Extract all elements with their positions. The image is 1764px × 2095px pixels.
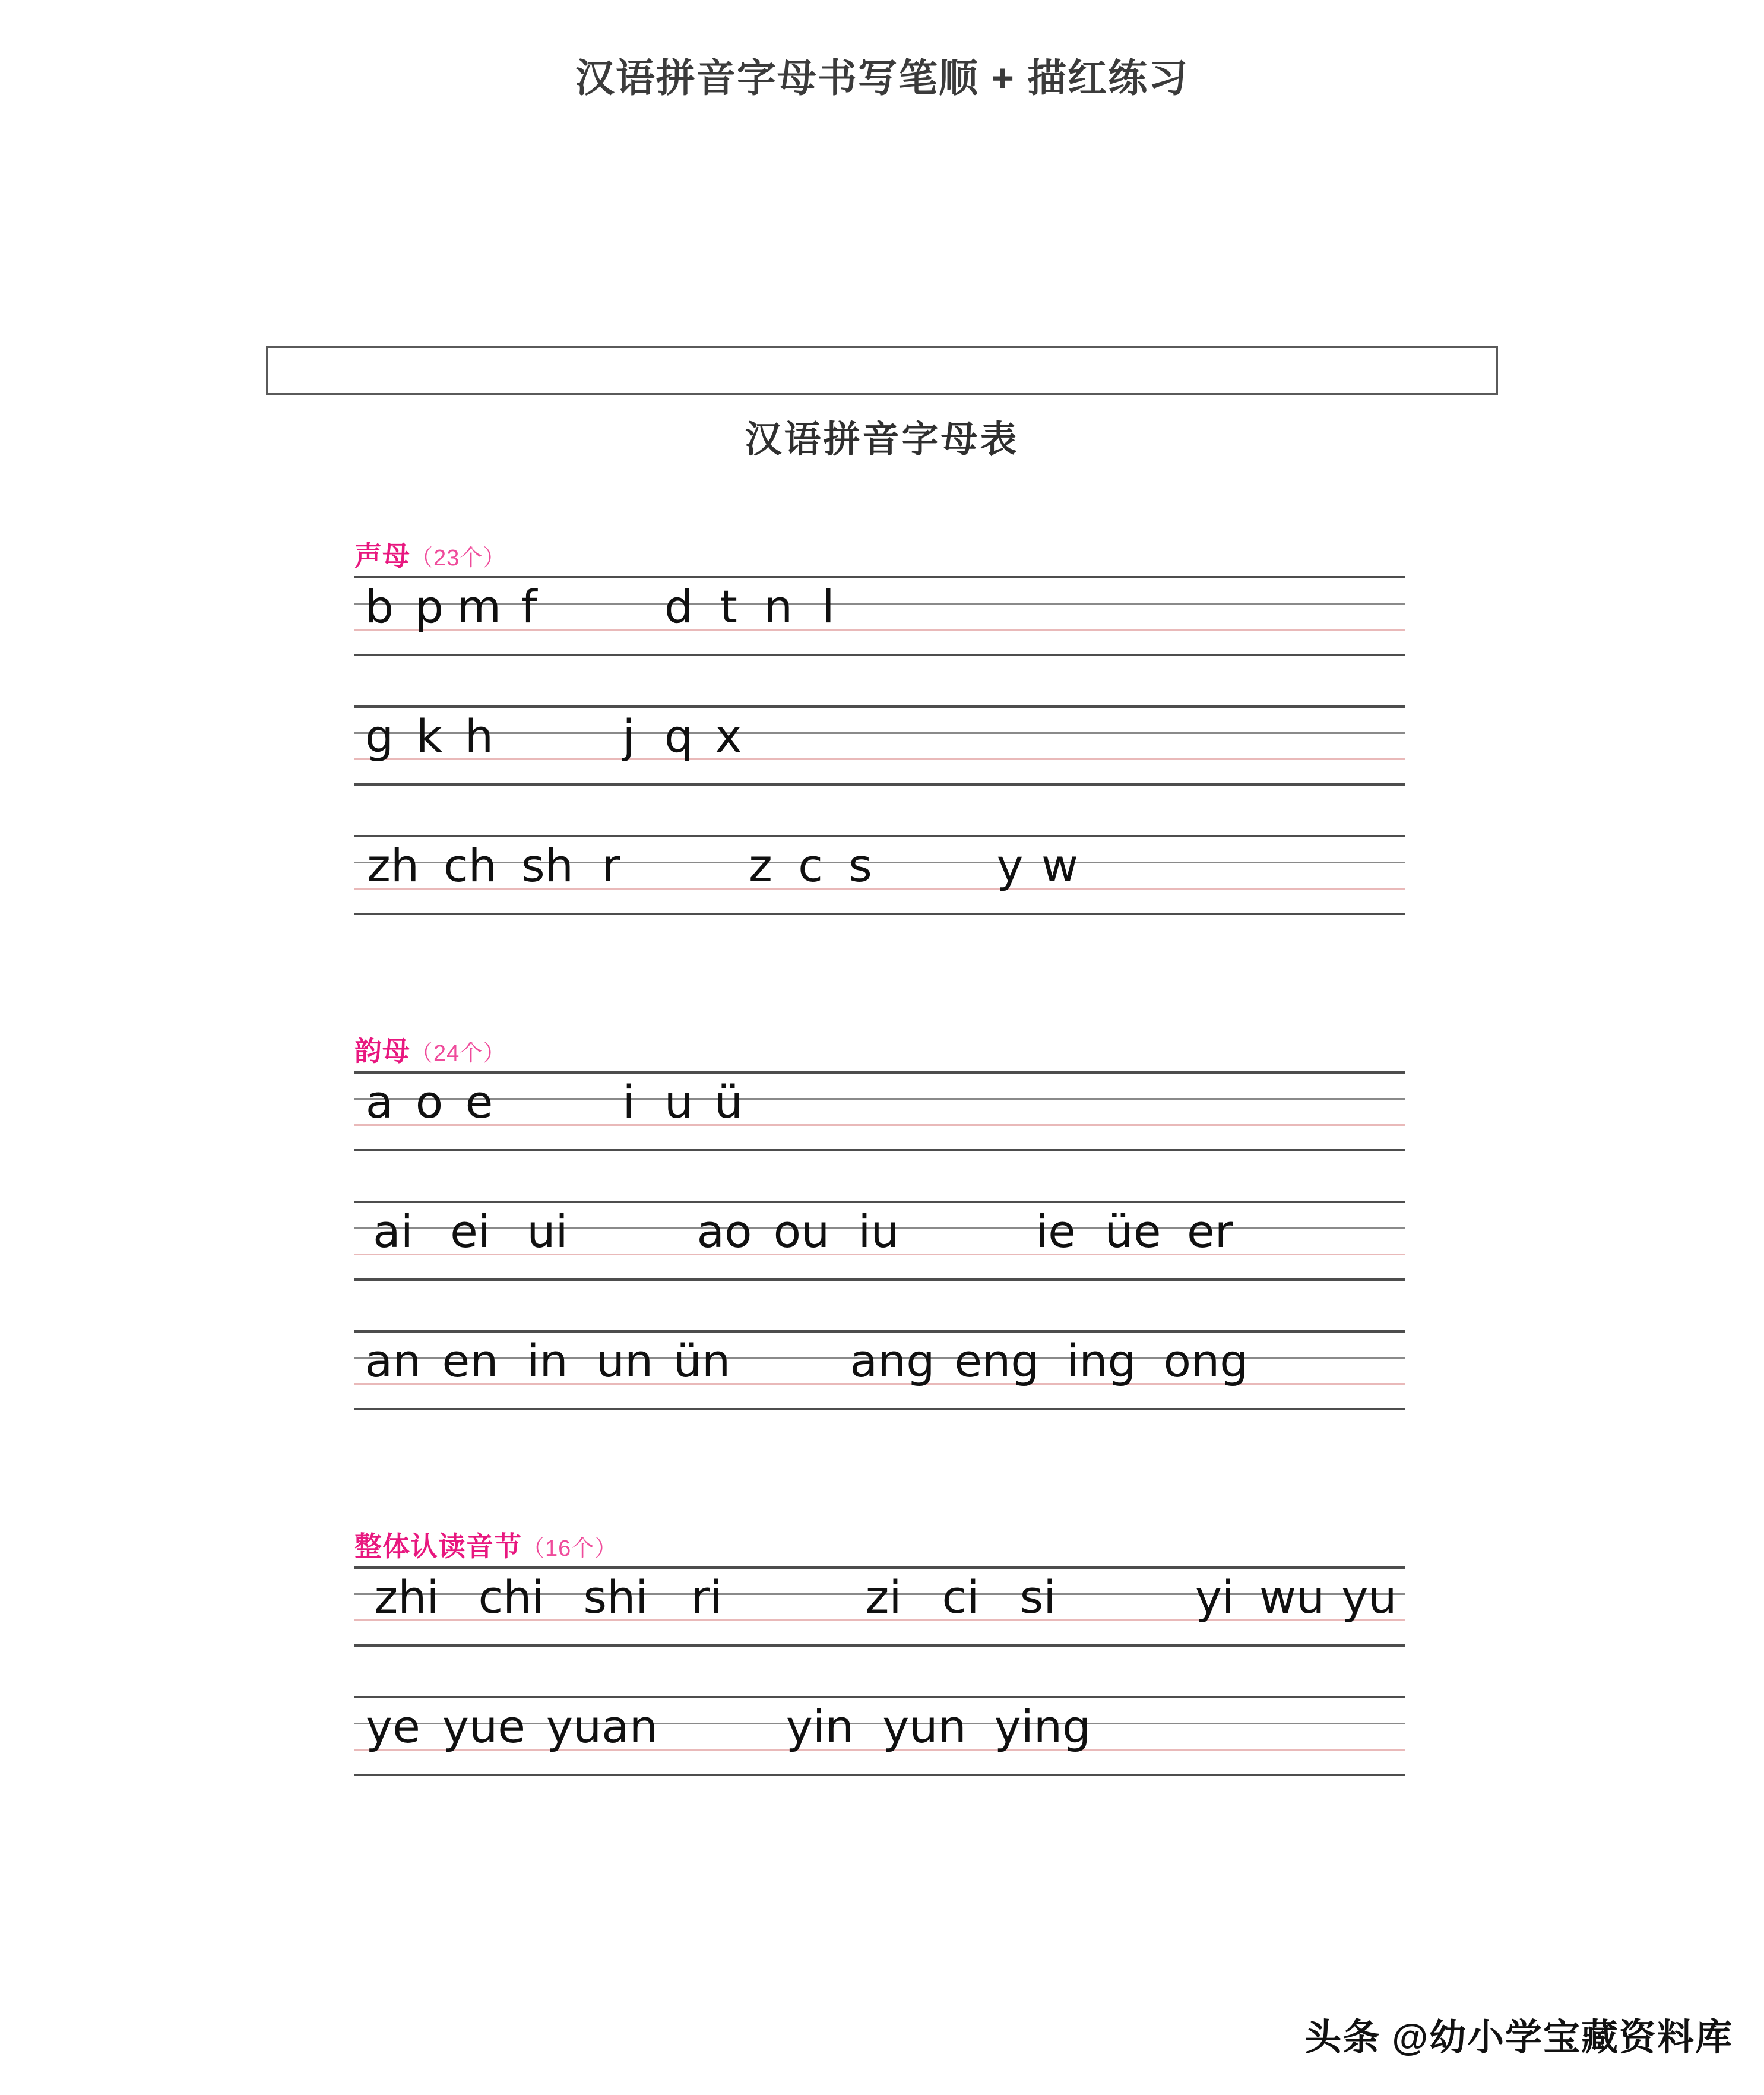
glyph-group	[354, 839, 636, 892]
pinyin-glyph[interactable]: ong	[1163, 1334, 1249, 1387]
pinyin-glyph[interactable]: ye	[366, 1700, 420, 1753]
pinyin-glyph[interactable]: ün	[673, 1334, 731, 1387]
worksheet-title: 汉语拼音字母表	[745, 419, 1019, 460]
staff-line-top	[354, 835, 1405, 837]
staff-line-bottom	[354, 1278, 1405, 1281]
pinyin-glyph[interactable]: f	[521, 580, 537, 633]
pinyin-glyph[interactable]: e	[465, 1075, 493, 1128]
pinyin-glyph[interactable]: ao	[696, 1205, 752, 1258]
pinyin-glyph[interactable]: ü	[714, 1075, 743, 1128]
pinyin-glyph[interactable]: yu	[1341, 1571, 1397, 1624]
pinyin-glyph[interactable]: en	[442, 1334, 499, 1387]
section-1	[354, 534, 1405, 913]
section-name: 声母	[354, 540, 410, 571]
pinyin-chart	[354, 534, 1405, 1774]
pinyin-glyph[interactable]: yin	[786, 1700, 854, 1753]
pinyin-glyph[interactable]: l	[822, 580, 835, 633]
pinyin-glyph[interactable]: sh	[521, 839, 574, 892]
glyph-group	[985, 839, 1085, 892]
staff-line-bottom	[354, 1644, 1405, 1647]
pinyin-glyph[interactable]: ei	[450, 1205, 490, 1258]
glyph-row	[354, 710, 753, 778]
glyph-group	[604, 1075, 753, 1128]
glyph-row	[354, 580, 853, 648]
pinyin-glyph[interactable]: t	[720, 580, 737, 633]
pinyin-glyph[interactable]: j	[622, 710, 635, 762]
staff-line-top	[354, 1566, 1405, 1569]
pinyin-glyph[interactable]: w	[1041, 839, 1079, 892]
staff-row	[354, 705, 1405, 784]
glyph-group	[354, 1205, 586, 1258]
glyph-group	[354, 1700, 668, 1753]
staff-line-top	[354, 705, 1405, 708]
glyph-group	[736, 839, 885, 892]
staff-row	[354, 1330, 1405, 1409]
staff-row	[354, 1071, 1405, 1150]
section-count: （24个）	[410, 1041, 506, 1066]
pinyin-glyph[interactable]: z	[749, 839, 772, 892]
pinyin-glyph[interactable]: p	[414, 580, 444, 633]
pinyin-glyph[interactable]: ying	[994, 1700, 1091, 1753]
pinyin-glyph[interactable]: ie	[1035, 1205, 1076, 1258]
glyph-group	[1017, 1205, 1249, 1258]
pinyin-glyph[interactable]: x	[715, 710, 742, 762]
glyph-group	[686, 1205, 917, 1258]
pinyin-glyph[interactable]: i	[622, 1075, 635, 1128]
pinyin-glyph[interactable]: zhi	[374, 1571, 439, 1624]
pinyin-glyph[interactable]: h	[464, 710, 494, 762]
section-name: 韵母	[354, 1036, 410, 1067]
pinyin-glyph[interactable]: si	[1019, 1571, 1056, 1624]
pinyin-glyph[interactable]: üe	[1104, 1205, 1161, 1258]
section-3	[354, 1525, 1405, 1774]
pinyin-glyph[interactable]: chi	[478, 1571, 544, 1624]
pinyin-glyph[interactable]: yun	[882, 1700, 967, 1753]
glyph-row	[354, 1334, 1258, 1403]
glyph-group	[354, 1334, 740, 1387]
section-header	[354, 534, 1405, 571]
section-name: 整体认读音节	[354, 1531, 522, 1562]
page-title: 汉语拼音字母书写笔顺 + 描红练习	[575, 56, 1189, 100]
staff-line-bottom	[354, 654, 1405, 656]
pinyin-glyph[interactable]: ri	[691, 1571, 723, 1624]
glyph-group	[354, 580, 554, 633]
pinyin-glyph[interactable]: eng	[954, 1334, 1040, 1387]
pinyin-glyph[interactable]: shi	[583, 1571, 648, 1624]
pinyin-glyph[interactable]: u	[664, 1075, 693, 1128]
answer-box[interactable]	[266, 346, 1498, 395]
glyph-row	[354, 1205, 1249, 1273]
glyph-group	[1176, 1571, 1408, 1624]
staff-line-bottom	[354, 913, 1405, 915]
pinyin-glyph[interactable]: ing	[1066, 1334, 1136, 1387]
glyph-group	[354, 710, 504, 762]
pinyin-glyph[interactable]: yue	[442, 1700, 525, 1753]
section-header	[354, 1030, 1405, 1067]
staff-line-top	[354, 1201, 1405, 1203]
pinyin-glyph[interactable]: k	[416, 710, 442, 762]
section-2	[354, 1030, 1405, 1409]
pinyin-glyph[interactable]: in	[527, 1334, 568, 1387]
pinyin-glyph[interactable]: ang	[850, 1334, 935, 1387]
staff-line-top	[354, 576, 1405, 578]
glyph-group	[604, 710, 753, 762]
staff-line-bottom	[354, 1408, 1405, 1410]
glyph-group	[768, 1700, 1109, 1753]
pinyin-glyph[interactable]: er	[1186, 1205, 1233, 1258]
glyph-group	[354, 1075, 504, 1128]
glyph-row	[354, 1700, 1109, 1768]
pinyin-glyph[interactable]: ui	[527, 1205, 568, 1258]
glyph-row	[354, 1571, 1408, 1639]
pinyin-glyph[interactable]: r	[601, 839, 620, 892]
glyph-group	[654, 580, 853, 633]
pinyin-glyph[interactable]: un	[596, 1334, 654, 1387]
pinyin-glyph[interactable]: ci	[942, 1571, 980, 1624]
pinyin-glyph[interactable]: ch	[444, 839, 497, 892]
staff-line-top	[354, 1696, 1405, 1698]
glyph-row	[354, 1075, 753, 1144]
pinyin-glyph[interactable]: d	[664, 580, 693, 633]
staff-line-bottom	[354, 1149, 1405, 1151]
pinyin-glyph[interactable]: zi	[865, 1571, 902, 1624]
pinyin-glyph[interactable]: yuan	[546, 1700, 658, 1753]
staff-row	[354, 1566, 1405, 1645]
section-count: （23个）	[410, 546, 506, 571]
pinyin-glyph[interactable]: q	[664, 710, 693, 762]
glyph-group	[840, 1334, 1258, 1387]
staff-line-bottom	[354, 1774, 1405, 1776]
pinyin-glyph[interactable]: c	[798, 839, 823, 892]
pinyin-glyph[interactable]: iu	[858, 1205, 900, 1258]
pinyin-glyph[interactable]: b	[365, 580, 394, 633]
staff-line-bottom	[354, 783, 1405, 786]
pinyin-glyph[interactable]: g	[365, 710, 394, 762]
staff-row	[354, 835, 1405, 913]
pinyin-glyph[interactable]: an	[365, 1334, 422, 1387]
pinyin-glyph[interactable]: s	[848, 839, 872, 892]
staff-row	[354, 1696, 1405, 1774]
pinyin-glyph[interactable]: ai	[373, 1205, 413, 1258]
pinyin-glyph[interactable]: n	[764, 580, 793, 633]
pinyin-glyph[interactable]: ou	[773, 1205, 830, 1258]
glyph-group	[354, 1571, 745, 1624]
staff-row	[354, 576, 1405, 654]
pinyin-glyph[interactable]: zh	[366, 839, 420, 892]
section-count: （16个）	[522, 1536, 618, 1561]
staff-line-top	[354, 1330, 1405, 1333]
pinyin-glyph[interactable]: wu	[1259, 1571, 1325, 1624]
pinyin-glyph[interactable]: a	[365, 1075, 394, 1128]
section-header	[354, 1525, 1405, 1562]
glyph-group	[845, 1571, 1076, 1624]
pinyin-glyph[interactable]: yi	[1195, 1571, 1235, 1624]
staff-line-top	[354, 1071, 1405, 1074]
pinyin-glyph[interactable]: y	[996, 839, 1024, 892]
glyph-row	[354, 839, 1085, 907]
staff-row	[354, 1201, 1405, 1279]
pinyin-glyph[interactable]: m	[457, 580, 502, 633]
pinyin-glyph[interactable]: o	[415, 1075, 444, 1128]
watermark: 头条 @幼小学宝藏资料库	[1304, 2017, 1733, 2058]
